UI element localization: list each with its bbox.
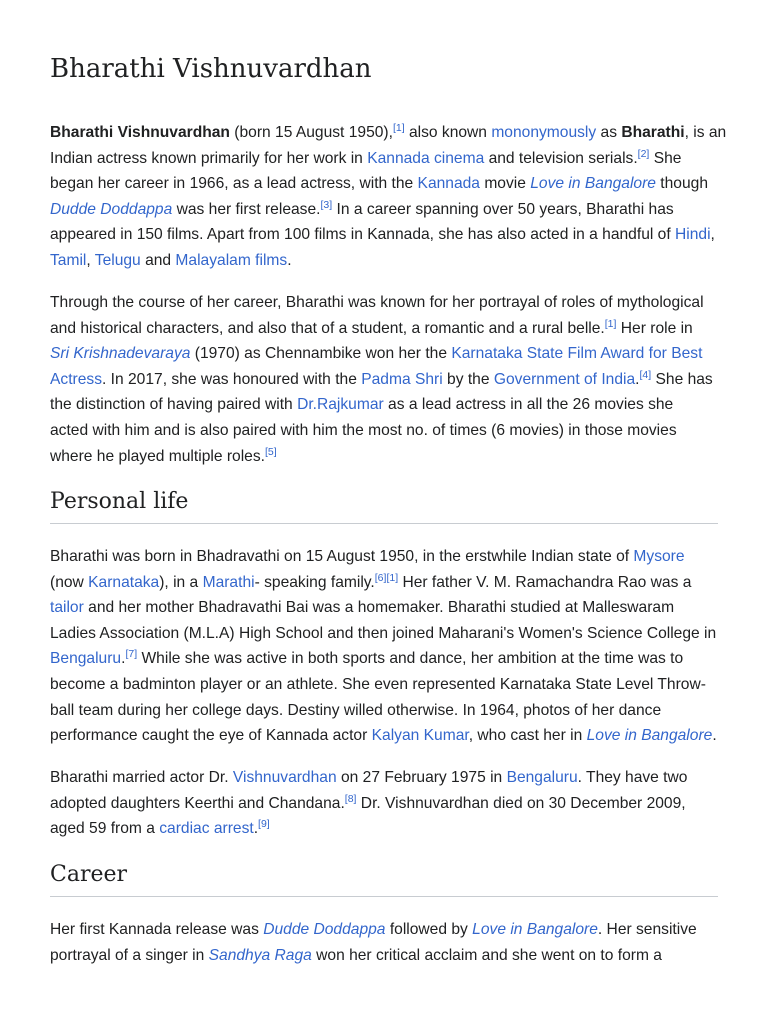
text-line — [50, 444, 718, 470]
text-line — [50, 816, 718, 842]
section-heading-personal-life: Personal life — [50, 489, 718, 524]
link-kannada-cinema[interactable]: Kannada cinema — [367, 149, 485, 167]
text-run: , who cast her in — [468, 727, 587, 745]
text-run: acted with him and is also paired with him the most no. of times (6 movies) in those movies — [50, 421, 677, 439]
text-run: was her first release. — [172, 200, 321, 218]
link-mononymously[interactable]: mononymously — [491, 124, 597, 141]
text-run: Dr. Vishnuvardhan died on 30 December 2009, — [356, 794, 686, 812]
text-line — [50, 765, 718, 791]
text-run: (1970) as Chennambike won her the — [190, 345, 452, 363]
text-line — [50, 367, 718, 393]
text-run: won her critical acclaim and she went on to form a — [311, 946, 662, 964]
text-run: ball team during her college days. Destiny willed otherwise. In 1964, photos of her dance — [50, 701, 662, 719]
link-tamil[interactable]: Tamil — [50, 251, 87, 269]
text-run: by the — [442, 370, 494, 388]
text-line — [50, 943, 718, 969]
text-run: While she was active in both sports and dance, her ambition at the time was to — [137, 650, 684, 668]
text-run: Bharathi was born in Bhadravathi on 15 August 1950, in the erstwhile Indian state of — [50, 548, 634, 565]
text-run: She has — [651, 370, 713, 388]
link-government-of-india[interactable]: Government of India — [493, 370, 636, 388]
link-dudde-doddappa[interactable]: Dudde Doddappa — [50, 200, 173, 218]
text-run: ), in a — [159, 573, 203, 591]
text-run: Bharathi married actor Dr. — [50, 769, 233, 786]
text-line — [50, 341, 718, 367]
text-line — [50, 392, 718, 418]
link-telugu[interactable]: Telugu — [94, 251, 141, 269]
text-run: as — [596, 124, 622, 141]
citation-link[interactable]: [2] — [637, 147, 650, 160]
career-paragraph-1 — [50, 917, 718, 968]
text-run: , — [710, 226, 715, 244]
text-run: In a career spanning over 50 years, Bharathi has — [332, 200, 674, 218]
text-run: began her career in 1966, as a lead actress, with the — [50, 175, 418, 193]
text-run: adopted daughters Keerthi and Chandana. — [50, 794, 345, 812]
link-karnataka[interactable]: Karnataka — [88, 573, 160, 591]
text-run: the distinction of having paired with — [50, 396, 298, 414]
text-line — [50, 672, 718, 698]
section-heading-career: Career — [50, 862, 718, 897]
text-run: . — [287, 251, 292, 269]
personal-life-paragraph-2 — [50, 765, 718, 842]
text-run: where he played multiple roles. — [50, 447, 265, 465]
page-title: Bharathi Vishnuvardhan — [50, 54, 372, 84]
text-line — [50, 197, 718, 223]
text-run: Her first Kannada release was — [50, 921, 264, 938]
text-line — [50, 698, 718, 724]
link-karnataka-state-film-award[interactable]: Karnataka State Film Award for Best — [451, 345, 703, 363]
citation-link[interactable]: [6] — [374, 571, 387, 584]
citation-link[interactable]: [8] — [344, 792, 357, 805]
link-malayalam-films[interactable]: Malayalam films — [175, 251, 288, 269]
link-marathi[interactable]: Marathi — [202, 573, 255, 591]
citation-link[interactable]: [3] — [320, 198, 333, 211]
subject-name: Bharathi Vishnuvardhan — [50, 124, 230, 141]
text-line — [50, 917, 718, 943]
text-run: Ladies Association (M.L.A) High School and then joined Maharani's Women's Science College in — [50, 624, 717, 642]
citation-link[interactable]: [1] — [392, 122, 405, 134]
text-line — [50, 146, 718, 172]
text-run: and — [140, 251, 176, 269]
text-run: , — [86, 251, 95, 269]
text-run: and television serials. — [484, 149, 638, 167]
text-run: . They have two — [577, 769, 688, 786]
text-line — [50, 723, 718, 749]
text-run: as a lead actress in all the 26 movies she — [383, 396, 674, 414]
text-run: . In 2017, she was honoured with the — [102, 370, 362, 388]
link-karnataka-state-film-award[interactable]: Actress — [50, 370, 102, 388]
link-kalyan-kumar[interactable]: Kalyan Kumar — [371, 727, 469, 745]
personal-life-paragraph-1 — [50, 544, 718, 749]
text-run: and historical characters, and also that of a student, a romantic and a rural belle. — [50, 319, 605, 337]
text-run: (now — [50, 573, 89, 591]
text-run: . Her sensitive — [597, 921, 697, 938]
link-dr-rajkumar[interactable]: Dr.Rajkumar — [297, 396, 384, 414]
link-hindi[interactable]: Hindi — [675, 226, 711, 244]
link-sandhya-raga[interactable]: Sandhya Raga — [208, 946, 312, 964]
link-bengaluru[interactable]: Bengaluru — [506, 769, 578, 786]
link-dudde-doddappa[interactable]: Dudde Doddappa — [263, 921, 386, 938]
citation-link[interactable]: [1] — [386, 571, 399, 584]
text-run: (born 15 August 1950), — [229, 124, 393, 141]
link-love-in-bangalore[interactable]: Love in Bangalore — [530, 175, 656, 193]
text-run: , is an — [684, 124, 727, 141]
text-line — [50, 646, 718, 672]
text-run: Her father V. M. Ramachandra Rao was a — [398, 573, 692, 591]
text-run: and her mother Bhadravathi Bai was a homemaker. Bharathi studied at Malleswaram — [83, 599, 675, 617]
text-line — [50, 544, 718, 570]
text-run: movie — [479, 175, 531, 193]
link-bengaluru[interactable]: Bengaluru — [50, 650, 122, 668]
citation-link[interactable]: [4] — [639, 368, 652, 381]
link-tailor[interactable]: tailor — [50, 599, 84, 617]
text-run: on 27 February 1975 in — [336, 769, 507, 786]
text-run: - speaking family. — [254, 573, 375, 591]
text-run: Through the course of her career, Bharathi was known for her portrayal of roles of mythological — [50, 294, 704, 311]
citation-link[interactable]: [9] — [258, 818, 270, 831]
link-sri-krishnadevaraya[interactable]: Sri Krishnadevaraya — [50, 345, 191, 363]
text-run: She — [649, 149, 682, 167]
text-line — [50, 290, 718, 316]
text-run: . — [253, 820, 259, 838]
text-run: Her role in — [616, 319, 693, 337]
text-run: also known — [404, 124, 492, 141]
text-run: . — [635, 370, 640, 388]
intro-paragraph-2 — [50, 290, 718, 469]
text-line — [50, 621, 718, 647]
bold-term: Bharathi — [621, 124, 685, 141]
citation-link[interactable]: [7] — [125, 648, 138, 661]
text-run: . — [712, 727, 717, 745]
text-run: . — [121, 650, 126, 668]
link-vishnuvardhan[interactable]: Vishnuvardhan — [232, 769, 337, 786]
text-line — [50, 316, 718, 342]
text-line — [50, 570, 718, 596]
text-run: though — [655, 175, 708, 193]
text-run: portrayal of a singer in — [50, 946, 209, 964]
link-mysore[interactable]: Mysore — [633, 548, 685, 565]
text-run: Indian actress known primarily for her work in — [50, 149, 368, 167]
link-love-in-bangalore[interactable]: Love in Bangalore — [586, 727, 713, 745]
text-line — [50, 418, 718, 444]
text-line — [50, 791, 718, 817]
link-cardiac-arrest[interactable]: cardiac arrest — [159, 820, 254, 838]
text-line — [50, 222, 718, 248]
text-line — [50, 248, 718, 274]
text-run: appeared in 150 films. Apart from 100 films in Kannada, she has also acted in a handful of — [50, 226, 675, 244]
intro-paragraph-1 — [50, 120, 727, 274]
text-run: become a badminton player or an athlete. She even represented Karnataka State Level Throw- — [50, 675, 706, 693]
text-run: performance caught the eye of Kannada actor — [50, 727, 372, 745]
citation-link[interactable]: [5] — [264, 445, 277, 458]
text-line — [50, 120, 727, 146]
text-line — [50, 595, 718, 621]
link-padma-shri[interactable]: Padma Shri — [361, 370, 443, 388]
link-kannada[interactable]: Kannada — [417, 175, 480, 193]
link-love-in-bangalore[interactable]: Love in Bangalore — [472, 921, 598, 938]
text-line — [50, 171, 718, 197]
text-run: followed by — [385, 921, 473, 938]
citation-link[interactable]: [1] — [604, 317, 617, 330]
text-run: aged 59 from a — [50, 820, 160, 838]
